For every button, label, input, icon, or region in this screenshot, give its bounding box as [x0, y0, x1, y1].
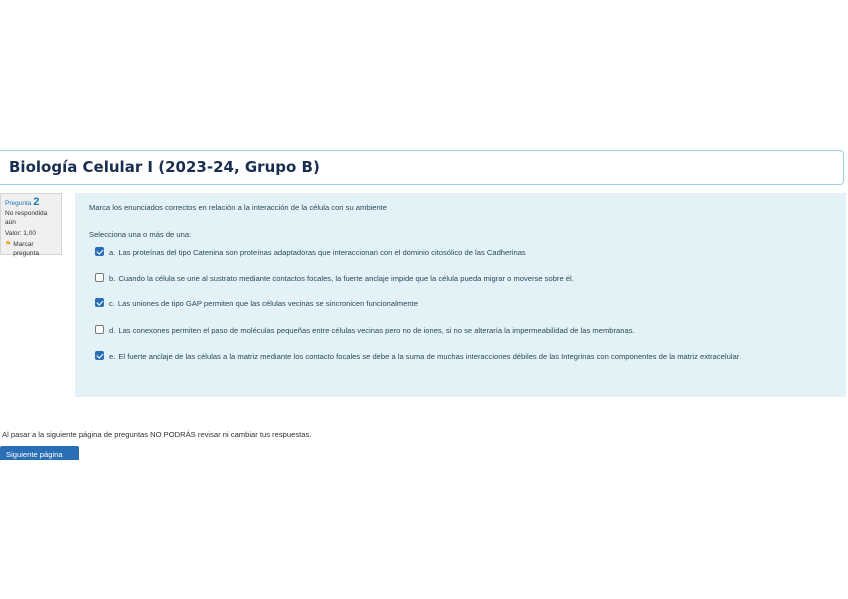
option-c-letter: c. — [109, 299, 115, 308]
option-e-label — [109, 351, 739, 362]
navigation-warning: Al pasar a la siguiente página de preguntas NO PODRÁS revisar ni cambiar tus respuestas. — [2, 430, 312, 439]
flag-label-line1: Marcar — [13, 241, 34, 248]
option-b-checkbox[interactable] — [95, 273, 104, 282]
option-a-text: Las proteínas del tipo Catenina son proteínas adaptadoras que interaccionan con el dominio citosólico de las Cadherinas — [118, 248, 526, 257]
option-b-label — [109, 273, 574, 284]
option-a[interactable] — [95, 247, 835, 258]
option-a-letter: a. — [109, 248, 116, 257]
option-e-letter: e. — [109, 352, 116, 361]
flag-question-label — [13, 240, 39, 258]
option-e[interactable] — [95, 351, 835, 362]
flag-icon: ⚑ — [5, 241, 12, 248]
option-c[interactable] — [95, 298, 835, 309]
course-header — [0, 150, 844, 185]
option-d-label — [109, 325, 635, 336]
option-a-checkbox[interactable] — [95, 247, 104, 256]
option-c-text: Las uniones de tipo GAP permiten que las células vecinas se sincronicen funcionalmente — [117, 299, 418, 308]
option-d-text: Las conexones permiten el paso de moléculas pequeñas entre células vecinas pero no de iones, si no se alteraría la impermeabilidad de las membranas. — [118, 326, 635, 335]
option-d-checkbox[interactable] — [95, 325, 104, 334]
answer-prompt: Selecciona una o más de una: — [89, 230, 192, 239]
question-status-line2: aún — [5, 219, 16, 226]
flag-label-line2: pregunta — [13, 250, 39, 257]
question-label: Pregunta — [5, 200, 32, 207]
question-content — [75, 193, 846, 397]
option-b-letter: b. — [109, 274, 116, 283]
question-number: 2 — [33, 196, 40, 208]
option-b[interactable] — [95, 273, 835, 284]
next-page-button[interactable]: Siguiente página — [0, 446, 79, 460]
question-number-row — [5, 197, 57, 209]
question-status-line1: No respondida — [5, 210, 48, 217]
option-b-text: Cuando la célula se une al sustrato mediante contactos focales, la fuerte anclaje impide que la célula pueda migrar o moverse sobre él. — [118, 274, 574, 283]
question-text: Marca los enunciados correctos en relación a la interacción de la célula con su ambiente — [89, 203, 388, 212]
option-d[interactable] — [95, 325, 835, 336]
option-d-letter: d. — [109, 326, 116, 335]
question-score: Valor: 1,00 — [5, 230, 36, 237]
option-c-checkbox[interactable] — [95, 298, 104, 307]
question-status — [5, 209, 57, 227]
question-info-panel — [0, 193, 62, 255]
option-e-checkbox[interactable] — [95, 351, 104, 360]
option-a-label — [109, 247, 526, 258]
option-e-text: El fuerte anclaje de las células a la matriz mediante los contacto focales se debe a la suma de muchas interacciones débiles de las Integrinas con componentes de la matriz extracelular — [118, 352, 740, 361]
option-c-label — [109, 298, 418, 309]
flag-question-link[interactable] — [5, 240, 57, 258]
course-title: Biología Celular I (2023-24, Grupo B) — [9, 158, 320, 176]
